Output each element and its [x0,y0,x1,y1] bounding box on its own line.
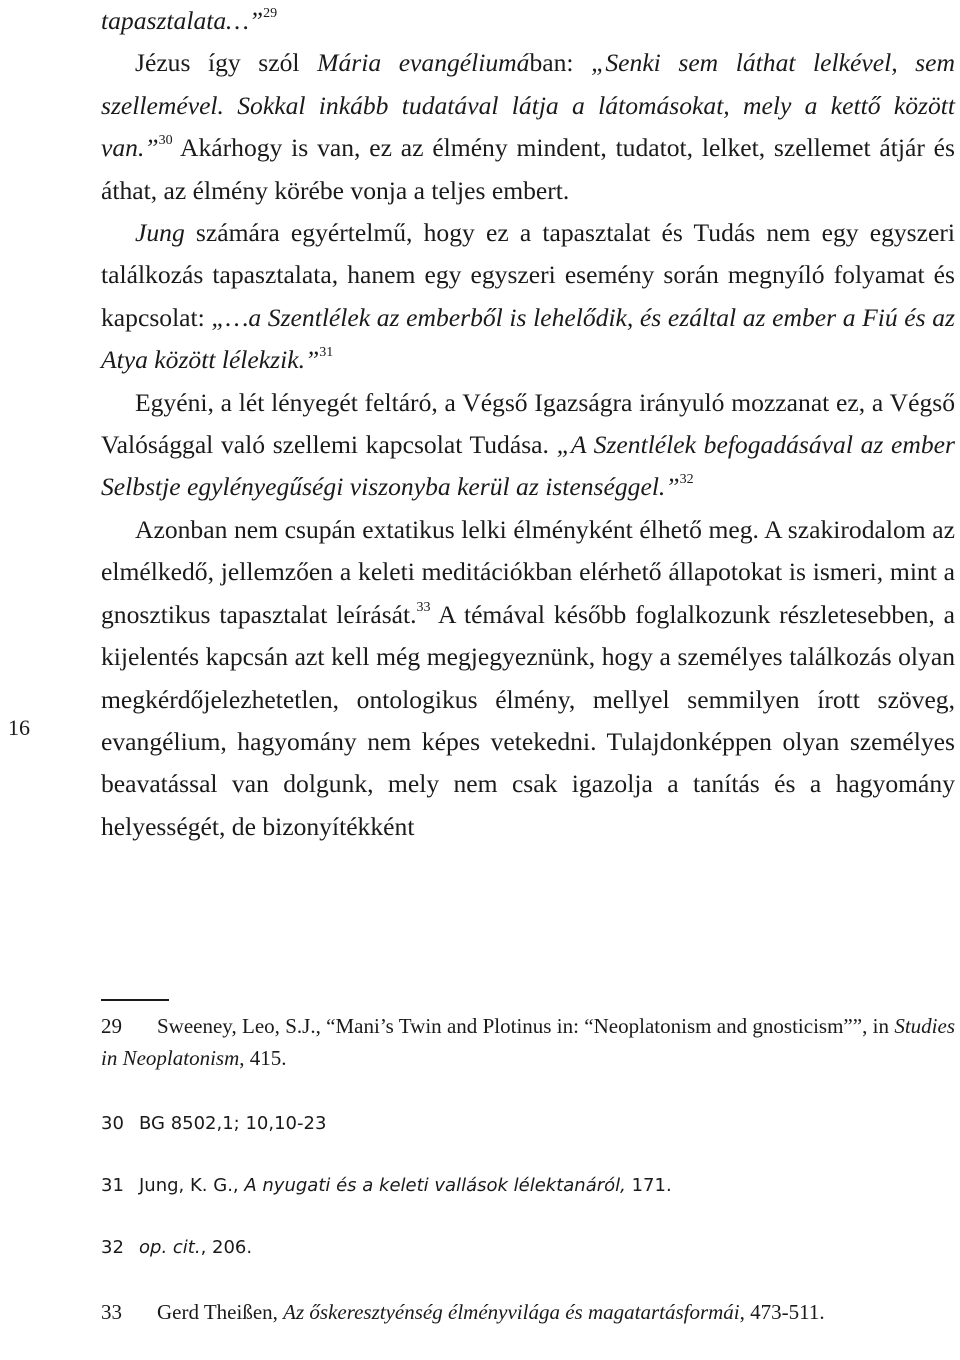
quote-end: tapasztalata…” [101,6,264,35]
footnote-ref-32: 32 [679,472,694,488]
footnote-title: Az őskeresztyénség élményvilága és magatartásformái [283,1300,740,1324]
quotation: „Senki sem láthat lelkével, sem szellemével. Sokkal inkább tudatával látja a látomásokat, mely a kettő között van.” [101,48,955,163]
paragraph-meditation [101,509,955,848]
paragraph-mary-gospel [101,42,955,212]
footnote-title: A nyugati és a keleti vallások lélektanáról, [244,1175,626,1196]
paragraph-jung [101,212,955,382]
footnote-text: , 415. [239,1046,287,1070]
footnote-text: 171. [625,1175,672,1196]
footnote-number: 32 [101,1237,124,1258]
text-run: Egyéni, a lét lényegét feltáró, a Végső Igazságra irányuló mozzanat ez, a Végső Valósággal való szellemi kapcsolat Tudása. [101,387,955,460]
footnote-ref-30: 30 [158,133,173,149]
footnote-ref-31: 31 [319,345,334,361]
footnote-text: Gerd Theißen, [157,1300,284,1324]
footnote-text: BG 8502,1; 10,10-23 [139,1113,327,1134]
text-run: Jézus így szól [135,48,318,78]
footnote-number: 31 [101,1175,124,1196]
quotation: „…a Szentlélek az emberből is lehelődik, és ezáltal az ember a Fiú és az Atya között lélekzik.” [101,302,955,375]
footnote-text: , 206. [200,1237,253,1258]
quotation: „A Szentlélek befogadásával az ember Selbstje egylényegűségi viszonyba kerül az istenséggel.” [101,430,955,502]
main-text [101,0,955,848]
footnote-title: op. cit. [139,1237,201,1258]
text-run: számára egyértelmű, hogy ez a tapasztalat és Tudás nem egy egyszeri találkozás tapasztalata, hanem egy egyszeri esemény során megnyíló folyamat és kapcsolat: [101,218,955,332]
text-run: Azonban nem csupán extatikus lelki élményként élhető meg. A szakirodalom az elmélkedő, jellemzően a keleti meditációkban elérhető állapotokat is ismeri, mint a gnosztikus tapasztalat leírását. [101,514,955,629]
footnote-ref-29: 29 [263,6,278,21]
footnote-number: 30 [101,1113,124,1134]
footnote-33 [101,1296,955,1328]
footnote-ref-33: 33 [416,599,431,615]
footnote-32 [101,1232,955,1264]
text-run: ban: [529,48,592,78]
footnote-title: Studies in Neoplatonism [101,1014,955,1070]
book-title: Mária evangéliumá [317,48,530,78]
paragraph-ultimate-truth [101,382,955,509]
text-run: A témával később foglalkozunk részletesebben, a kijelentés kapcsán azt kell még megjegyeznünk, hogy a személyes találkozás olyan megkérdőjelezhetetlen, ontologikus élmény, mellyel semmilyen írott szöveg, evangélium, hagyomány nem képes vetekedni. Tulajdonképpen olyan személyes beavatással van dolgunk, mely nem csak igazolja a tanítás és a hagyomány helyességét, de bizonyítékként [101,599,956,841]
footnote-29 [101,1010,955,1074]
footnote-30 [101,1108,955,1140]
footnote-31 [101,1170,955,1202]
footnote-text: Sweeney, Leo, S.J., “Mani’s Twin and Plotinus in: “Neoplatonism and gnosticism””, in [157,1014,895,1038]
footnote-text: , 473-511. [739,1300,825,1324]
text-run: Akárhogy is van, ez az élmény mindent, tudatot, lelket, szellemet átjár és áthat, az élmény körébe vonja a teljes embert. [101,133,955,205]
paragraph-continuation [101,0,955,42]
footnotes [101,1010,955,1328]
page-number: 16 [8,715,30,740]
footnote-separator [101,999,169,1001]
footnote-number: 33 [101,1300,122,1324]
footnote-text: Jung, K. G., [139,1175,245,1196]
author-name: Jung [135,218,185,248]
footnote-number: 29 [101,1014,122,1038]
